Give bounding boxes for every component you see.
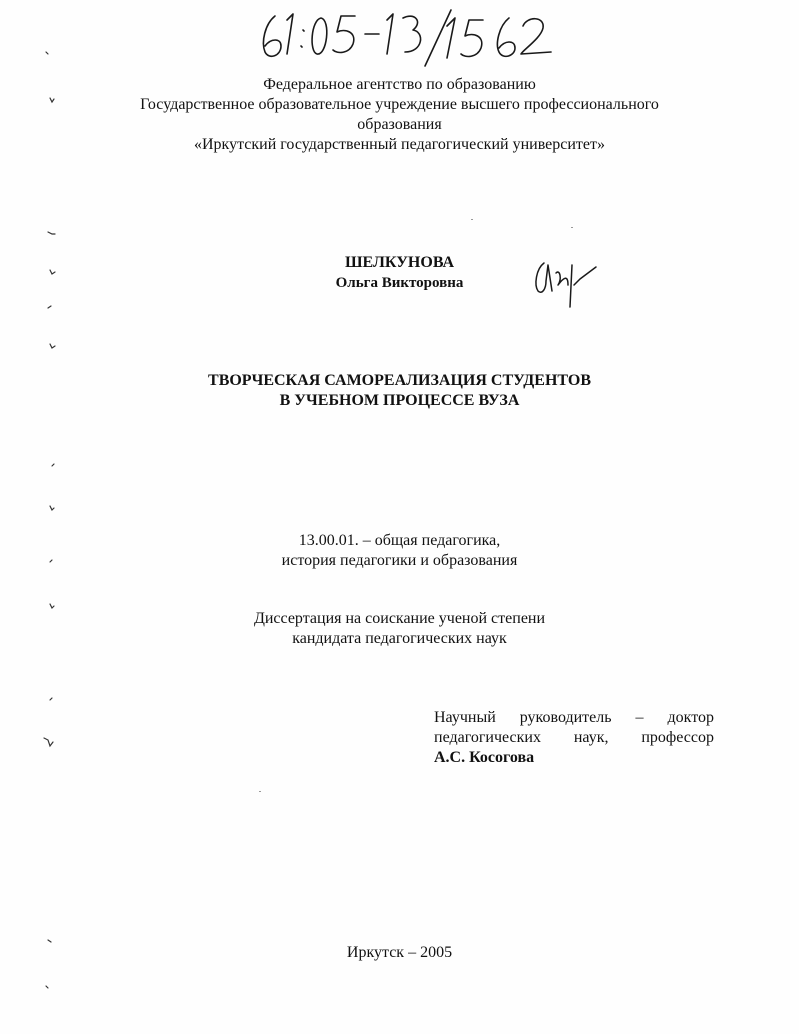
specialty-line-1: 13.00.01. – общая педагогика, <box>298 532 501 549</box>
advisor-block <box>434 708 714 768</box>
title-line-2: В УЧЕБНОМ ПРОЦЕССЕ ВУЗА <box>279 392 520 409</box>
author-block <box>0 253 799 293</box>
city-year-text: Иркутск – 2005 <box>346 944 453 961</box>
handwritten-archive-code <box>255 6 565 68</box>
org-line-agency: Федеральное агентство по образованию <box>263 76 536 93</box>
dissertation-title <box>0 371 799 411</box>
specialty-block <box>0 531 799 571</box>
author-surname: ШЕЛКУНОВА <box>344 254 455 271</box>
org-line-education: образования <box>357 116 442 133</box>
author-signature <box>530 255 602 311</box>
specialty-line-2: история педагогики и образования <box>281 552 518 569</box>
advisor-line-1: Научный руководитель – доктор <box>434 709 714 726</box>
title-line-1: ТВОРЧЕСКАЯ САМОРЕАЛИЗАЦИЯ СТУДЕНТОВ <box>208 372 591 389</box>
city-year <box>0 943 799 963</box>
organization-header <box>0 75 799 155</box>
org-line-university: «Иркутский государственный педагогический университет» <box>193 136 606 153</box>
degree-statement <box>0 609 799 649</box>
advisor-line-2: педагогических наук, профессор <box>434 729 714 746</box>
advisor-name: А.С. Косогова <box>434 749 535 766</box>
degree-line-1: Диссертация на соискание ученой степени <box>253 610 546 627</box>
degree-line-2: кандидата педагогических наук <box>292 630 507 647</box>
org-line-institution-type: Государственное образовательное учреждение высшего профессионального <box>140 96 659 113</box>
author-given-names: Ольга Викторовна <box>335 275 464 291</box>
